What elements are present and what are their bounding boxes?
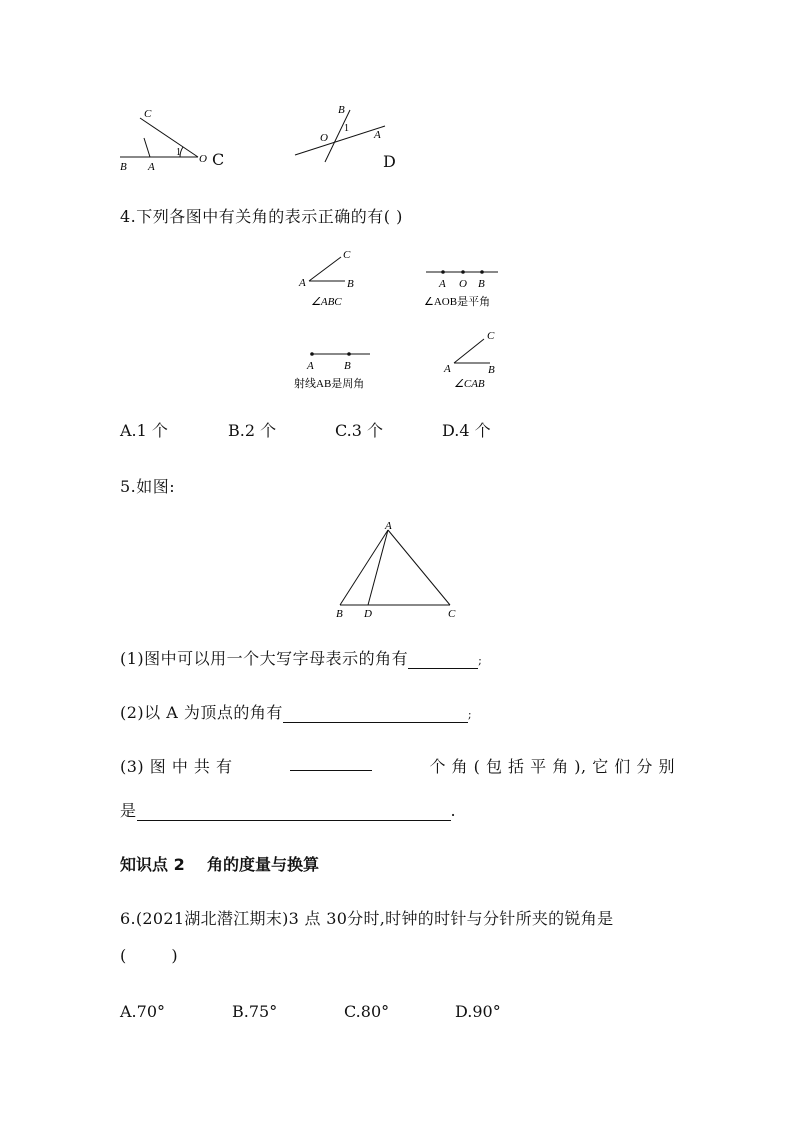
q4-option-c: C.3 个 <box>335 421 384 440</box>
q6-stem: 6.(2021湖北潜江期末)3 点 30分时,时钟的时针与分针所夹的锐角是 <box>120 909 614 928</box>
label-b: B <box>344 360 351 372</box>
caption: ∠CAB <box>454 378 485 390</box>
caption: ∠ABC <box>311 296 342 308</box>
q5-part3-text-b: 个 角 ( 包 括 平 角 ), 它 们 分 别 <box>429 757 675 776</box>
label-angle-1: 1 <box>344 123 349 134</box>
section-heading: 知识点 2 角的度量与换算 <box>120 855 319 874</box>
label-b: B <box>347 278 354 290</box>
label-o: O <box>320 132 328 144</box>
answer-blank-2[interactable] <box>283 706 468 723</box>
label-c: C <box>144 108 152 120</box>
label-c: C <box>487 330 495 342</box>
label-b: B <box>336 608 343 620</box>
answer-blank-1[interactable] <box>408 652 478 669</box>
caption: 射线AB是周角 <box>294 378 365 390</box>
q5-part3-line1 <box>120 754 675 777</box>
q4-figure-3 <box>290 344 380 394</box>
q6-option-a: A.70° <box>120 1002 165 1021</box>
answer-blank-3[interactable] <box>290 754 372 771</box>
q6-paren: ( ) <box>120 946 179 965</box>
label-b: B <box>488 364 495 376</box>
answer-blank-4[interactable] <box>137 804 451 821</box>
q4-stem: 4.下列各图中有关角的表示正确的有( ) <box>120 207 403 226</box>
caption: ∠AOB是平角 <box>424 296 491 308</box>
label-a: A <box>307 360 314 372</box>
label-a: A <box>444 363 451 375</box>
q6-option-b: B.75° <box>232 1002 278 1021</box>
label-angle-1: 1 <box>176 147 181 158</box>
label-a: A <box>439 278 446 290</box>
label-a: A <box>385 520 392 532</box>
q4-figure-4 <box>440 325 520 393</box>
q5-part1 <box>120 646 482 669</box>
q6-option-d: D.90° <box>455 1002 501 1021</box>
q4-option-a: A.1 个 <box>120 421 168 440</box>
label-b: B <box>338 104 345 116</box>
q6-option-c: C.80° <box>344 1002 390 1021</box>
label-b: B <box>478 278 485 290</box>
q5-stem: 5.如图: <box>120 477 176 496</box>
q5-part3-text-c: 是 <box>120 801 137 820</box>
label-d: D <box>364 608 372 620</box>
label-a: A <box>299 277 306 289</box>
label-a: A <box>374 129 381 141</box>
q5-part2 <box>120 700 472 723</box>
q5-part3-line2 <box>120 798 456 821</box>
q4-option-b: B.2 个 <box>228 421 277 440</box>
label-c: C <box>343 249 351 261</box>
label-o: O <box>459 278 467 290</box>
q4-figure-1 <box>295 245 375 311</box>
q5-part1-end: ; <box>478 654 483 667</box>
q5-part3-end: . <box>450 801 457 820</box>
label-c: C <box>448 608 456 620</box>
q5-part1-text: (1)图中可以用一个大写字母表示的角有 <box>120 649 409 668</box>
label-a: A <box>148 161 155 173</box>
q4-option-d: D.4 个 <box>442 421 491 440</box>
q5-part3-text-a: (3) 图 中 共 有 <box>120 757 233 776</box>
figure-d <box>290 100 390 165</box>
label-b: B <box>120 161 127 173</box>
q4-figure-2 <box>420 262 510 312</box>
figure-d-letter: D <box>383 152 396 171</box>
figure-c-letter: C <box>212 150 225 169</box>
q5-part2-end: ; <box>467 708 473 721</box>
label-o: O <box>199 153 207 165</box>
q5-triangle-figure <box>330 515 470 625</box>
q5-part2-text: (2)以 A 为顶点的角有 <box>120 703 283 722</box>
